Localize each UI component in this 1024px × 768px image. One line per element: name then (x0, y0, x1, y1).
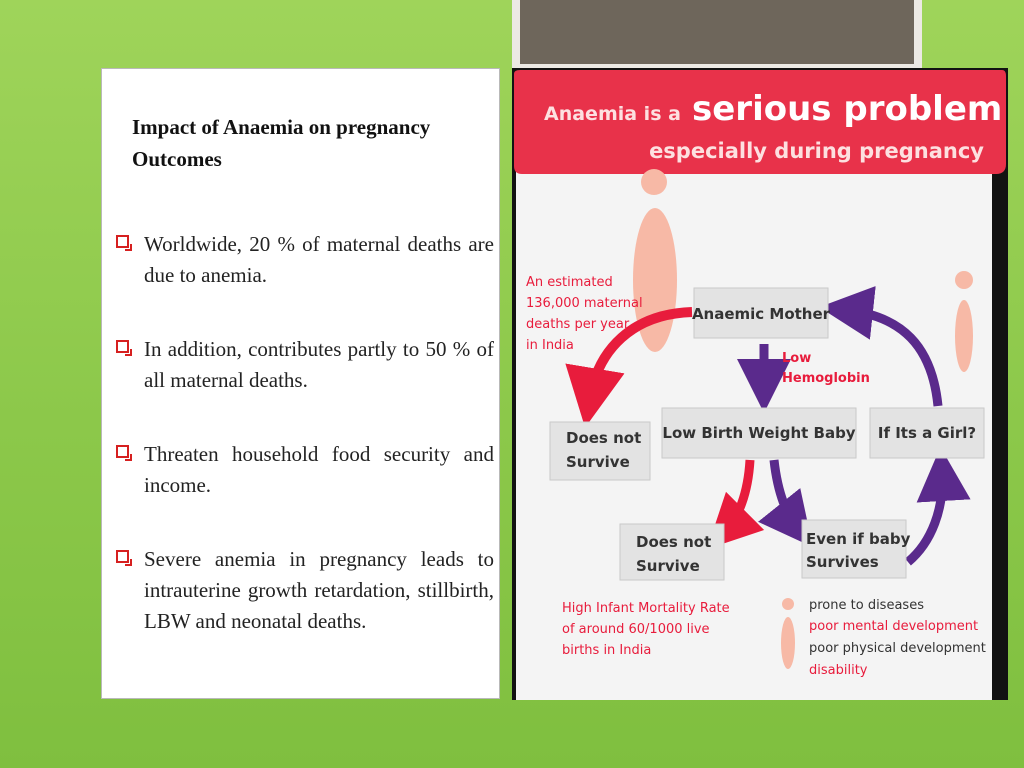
checkbox-bullet-icon (116, 235, 129, 248)
bullet-text: In addition, contributes partly to 50 % of all maternal deaths. (144, 337, 494, 392)
checkbox-bullet-icon (116, 550, 129, 563)
even-if-survives-label: Even if baby (806, 530, 911, 548)
does-not-survive-label: Survive (566, 453, 630, 471)
bullet-text: Threaten household food security and income. (144, 442, 494, 497)
banner-small-text: Anaemia is a (544, 103, 681, 125)
consequence-text: disability (809, 663, 868, 678)
bullet-text: Worldwide, 20 % of maternal deaths are due to anemia. (144, 232, 494, 287)
does-not-survive-label: Survive (636, 557, 700, 575)
does-not-survive-label: Does not (566, 429, 642, 447)
top-strip (512, 0, 922, 68)
consequence-text: prone to diseases (809, 598, 924, 613)
bullet-item (114, 334, 494, 396)
estimate-line: An estimated (526, 275, 613, 290)
slide-title: Impact of Anaemia on pregnancy Outcomes (132, 115, 431, 171)
consequence-text: poor physical development (809, 641, 986, 656)
infant-mortality-text: births in India (562, 643, 652, 658)
girl-figure-icon (955, 271, 973, 372)
low-hemoglobin-text: Hemoglobin (782, 371, 870, 386)
estimate-line: deaths per year (526, 317, 630, 332)
banner-subtitle: especially during pregnancy (649, 139, 984, 163)
bullet-list (114, 229, 494, 680)
anaemic-mother-label: Anaemic Mother (691, 305, 831, 323)
infant-mortality-text: of around 60/1000 live (562, 622, 710, 637)
infant-mortality-text: High Infant Mortality Rate (562, 601, 730, 616)
top-strip-dark-band (520, 0, 914, 64)
infographic-svg (512, 68, 1008, 700)
checkbox-bullet-icon (116, 445, 129, 458)
estimate-line: in India (526, 338, 574, 353)
bullet-text: Severe anemia in pregnancy leads to intrauterine growth retardation, stillbirth, LBW and neonatal deaths. (144, 547, 494, 633)
even-if-survives-label: Survives (806, 553, 879, 571)
consequence-text: poor mental development (809, 619, 979, 634)
low-hemoglobin-text: Low (782, 351, 812, 366)
low-birth-weight-label: Low Birth Weight Baby (662, 424, 856, 442)
checkbox-bullet-icon (116, 340, 129, 353)
text-panel (101, 68, 500, 699)
banner-big-text: serious problem (692, 89, 1003, 129)
bullet-item (114, 439, 494, 501)
estimate-line: 136,000 maternal (526, 296, 643, 311)
does-not-survive-label: Does not (636, 533, 712, 551)
anaemia-infographic (512, 68, 1008, 700)
if-girl-label: If Its a Girl? (877, 424, 977, 442)
bullet-item (114, 544, 494, 637)
bullet-item (114, 229, 494, 291)
